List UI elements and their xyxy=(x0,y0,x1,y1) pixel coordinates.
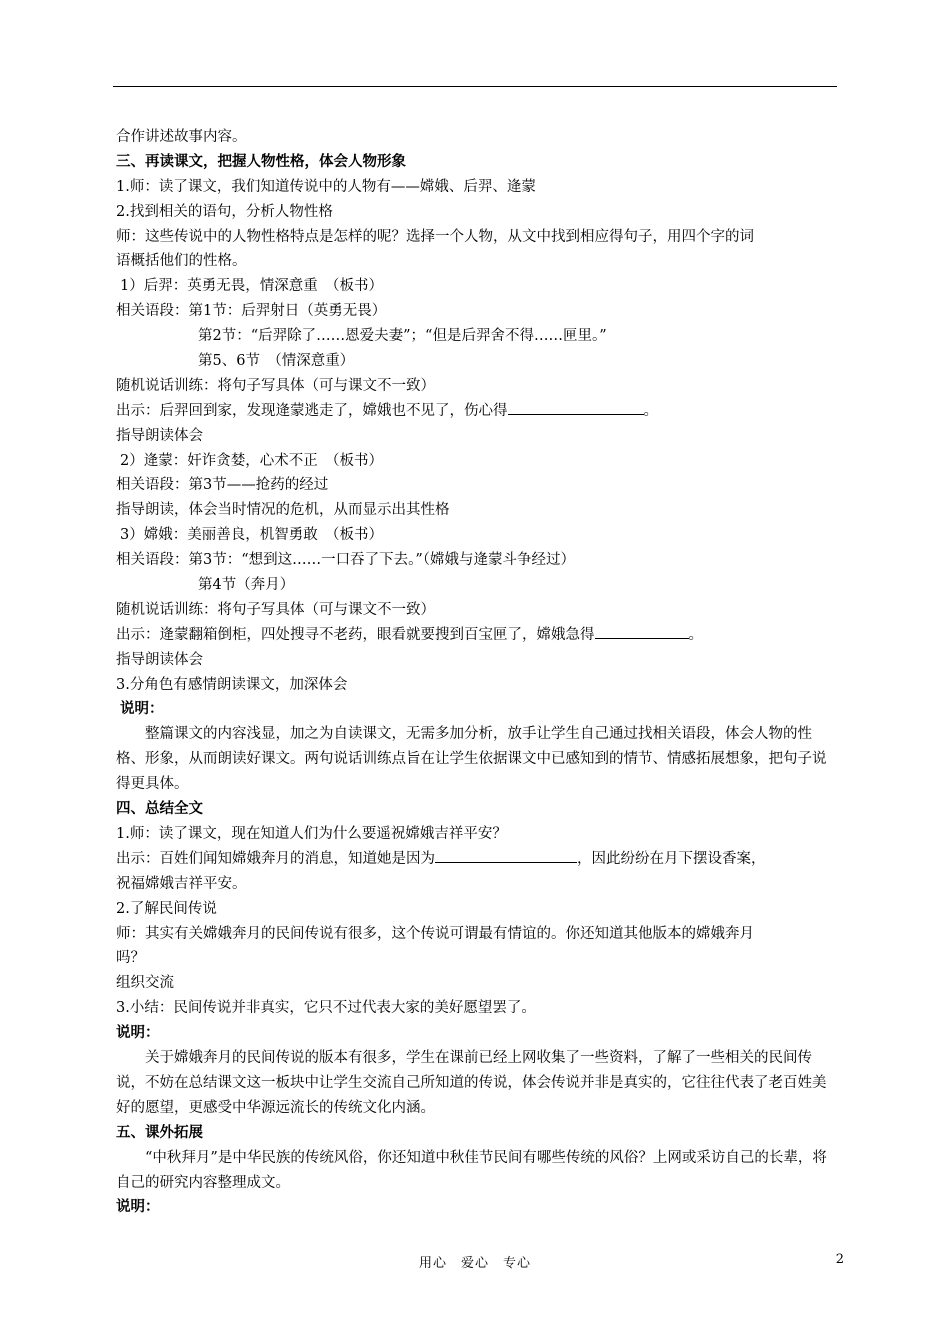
text-line: 3.分角色有感情朗读课文，加深体会 xyxy=(116,676,348,693)
body-paragraph: “中秋拜月”是中华民族的传统风俗，你还知道中秋佳节民间有哪些传统的风俗？上网或采访自己的长辈，将自己的研究内容整理成文。 xyxy=(116,1149,827,1191)
text-line: 1.师：读了课文，我们知道传说中的人物有——嫦娥、后羿、逄蒙 xyxy=(116,178,536,195)
text-line: 3）嫦娥：美丽善良，机智勇敢 （板书） xyxy=(120,527,383,544)
fill-in-blank xyxy=(508,399,644,415)
section-heading: 三、再读课文，把握人物性格，体会人物形象 xyxy=(116,152,406,170)
text-line: 随机说话训练：将句子写具体（可与课文不一致） xyxy=(116,377,435,394)
note-paragraph: 关于嫦娥奔月的民间传说的版本有很多，学生在课前已经上网收集了一些资料，了解了一些相关的民间传说，不妨在总结课文这一板块中让学生交流自己所知道的传说，体会传说并非是真实的，它往往代表了老百姓美好的愿望，更感受中华源远流长的传统文化内涵。 xyxy=(116,1050,827,1116)
text-line: 师：其实有关嫦娥奔月的民间传说有很多，这个传说可谓最有情谊的。你还知道其他版本的嫦娥奔月 xyxy=(116,925,754,942)
text-line: 师：这些传说中的人物性格特点是怎样的呢？选择一个人物，从文中找到相应得句子，用四个字的词 xyxy=(116,228,754,245)
page-footer xyxy=(0,1252,950,1272)
fill-in-blank xyxy=(435,847,577,863)
text-line: 指导朗读体会 xyxy=(116,427,203,444)
page-number: 2 xyxy=(835,1252,844,1267)
document-body xyxy=(116,125,838,1220)
footer-motto: 用心 爱心 专心 xyxy=(418,1256,531,1271)
text-line: 祝福嫦娥吉祥平安。 xyxy=(116,875,247,892)
section-heading: 五、课外拓展 xyxy=(116,1123,203,1141)
text-line: 相关语段：第3节——抢药的经过 xyxy=(116,477,329,494)
text-line: 第5、6节 （情深意重） xyxy=(198,353,355,370)
fill-in-prompt: 出示：后羿回到家，发现逄蒙逃走了，嫦娥也不见了，伤心得 xyxy=(116,402,508,419)
fill-in-end: ，因此纷纷在月下摆设香案， xyxy=(577,850,766,867)
note-paragraph: 整篇课文的内容浅显，加之为自读课文，无需多加分析，放手让学生自己通过找相关语段，体会人物的性格、形象，从而朗读好课文。两句说话训练点旨在让学生依据课文中已感知到的情节、情感拓展想象，把句子说得更具体。 xyxy=(116,726,827,793)
section-heading: 四、总结全文 xyxy=(116,800,203,818)
text-line: 第4节（奔月） xyxy=(198,577,295,594)
fill-in-end: 。 xyxy=(643,402,658,419)
text-line: 随机说话训练：将句子写具体（可与课文不一致） xyxy=(116,601,435,618)
text-line: 相关语段：第1节：后羿射日（英勇无畏） xyxy=(116,303,387,320)
fill-in-line xyxy=(116,623,838,648)
text-line: 3.小结：民间传说并非真实，它只不过代表大家的美好愿望罢了。 xyxy=(116,1000,536,1017)
fill-in-blank xyxy=(595,623,689,639)
text-line: 2）逄蒙：奸诈贪婪，心术不正 （板书） xyxy=(120,452,383,469)
text-line: 相关语段：第3节：“想到这……一口吞了下去。”（嫦娥与逄蒙斗争经过） xyxy=(116,552,576,569)
fill-in-prompt: 出示：逄蒙翻箱倒柜，四处搜寻不老药，眼看就要搜到百宝匣了，嫦娥急得 xyxy=(116,626,595,643)
text-line: 2.找到相关的语句，分析人物性格 xyxy=(116,203,333,220)
text-line: 组织交流 xyxy=(116,975,174,992)
text-line: 合作讲述故事内容。 xyxy=(116,129,247,145)
text-line: 1）后羿：英勇无畏，情深意重 （板书） xyxy=(120,278,383,295)
fill-in-line xyxy=(116,399,838,424)
text-line: 指导朗读，体会当时情况的危机，从而显示出其性格 xyxy=(116,502,450,519)
note-label: 说明： xyxy=(120,700,164,718)
text-line: 1.师：读了课文，现在知道人们为什么要遥祝嫦娥吉祥平安？ xyxy=(116,825,507,842)
note-label: 说明： xyxy=(116,1198,160,1216)
text-line: 第2节：“后羿除了……恩爱夫妻”；“但是后羿舍不得……匣里。” xyxy=(198,328,607,345)
fill-in-end: 。 xyxy=(688,626,703,643)
fill-in-prompt: 出示：百姓们闻知嫦娥奔月的消息，知道她是因为 xyxy=(116,850,435,867)
note-label: 说明： xyxy=(116,1024,160,1042)
text-line: 2.了解民间传说 xyxy=(116,900,217,917)
text-line: 语概括他们的性格。 xyxy=(116,253,247,270)
text-line: 吗？ xyxy=(116,950,145,967)
header-rule xyxy=(113,86,837,87)
fill-in-line xyxy=(116,847,838,872)
text-line: 指导朗读体会 xyxy=(116,651,203,668)
